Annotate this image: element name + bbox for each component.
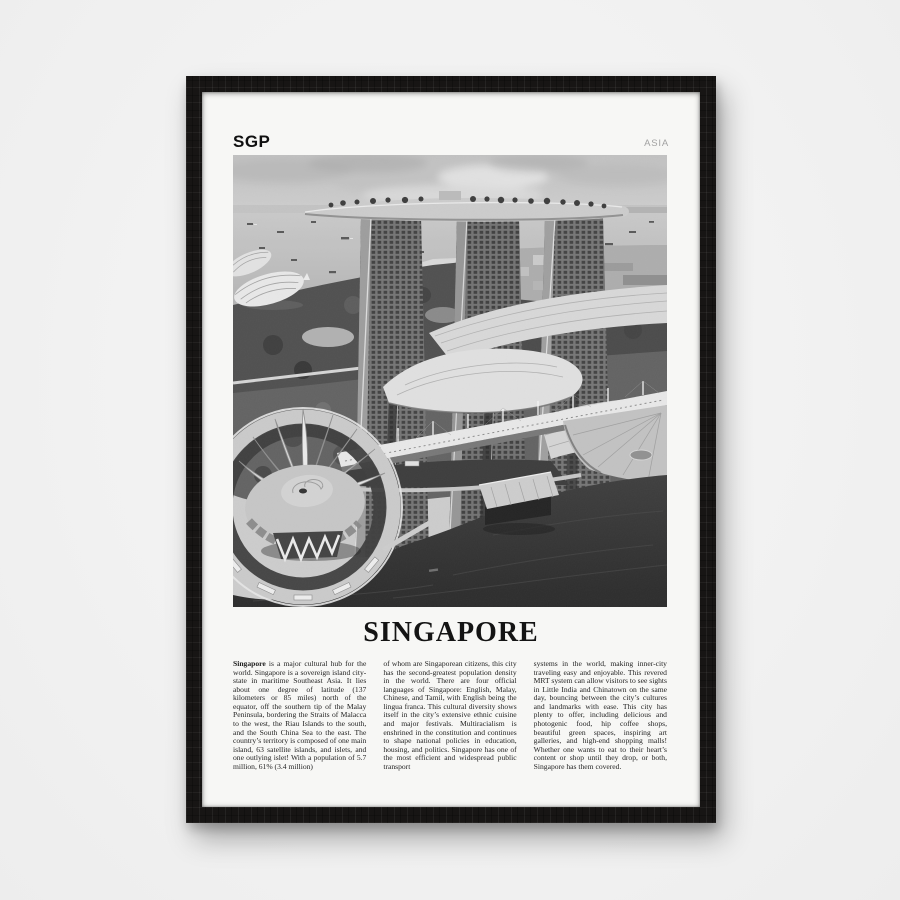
article-column-3: systems in the world, making inner-city traveling easy and enjoyable. This revered MRT system can allow visitors to see sights in Little India and Chinatown on the same day, bouncing between the city’s cultures and landmarks with ease. This city has plenty to offer, including delicious and photogenic food, hip coffee shops, beautiful green spaces, inspiring art galleries, and high-end shopping malls! Whether one wants to eat to their heart’s content or shop until they drop, or both, Singapore has them covered. bbox=[533, 659, 667, 771]
poster-article bbox=[233, 660, 667, 772]
article-column-1: Singapore is a major cultural hub for the world. Singapore is a sovereign island city-state in maritime Southeast Asia. It lies about one degree of latitude (137 kilometers or 85 miles) north of the equator, off the southern tip of the Malay Peninsula, bordering the Straits of Malacca to the west, the Riau Islands to the south, and the South China Sea to the east. The country’s territory is composed of one main island, 63 satellite islands, and islets, and one outlying islet! With a population of 5.7 million, 61% (3.4 million) bbox=[233, 659, 367, 771]
region-label: ASIA bbox=[644, 137, 669, 149]
article-column-2: of whom are Singaporean citizens, this city has the second-greatest population density in the world. There are four official languages of Singapore: English, Malay, Chinese, and Tamil, with English being the lingua franca. This cultural diversity shows itself in the city’s extensive ethnic cuisine and major festivals. Multiracialism is enshrined in the constitution and continues to shape national policies in education, housing, and politics. Singapore has one of the most efficient and widespread public transport bbox=[383, 659, 517, 771]
article-lead-word: Singapore bbox=[233, 659, 266, 668]
poster-title: SINGAPORE bbox=[363, 617, 539, 648]
picture-frame bbox=[186, 76, 716, 823]
poster-header bbox=[233, 130, 669, 150]
poster-photo bbox=[233, 155, 667, 607]
singapore-aerial-photo-illustration bbox=[233, 155, 667, 607]
country-code-label: SGP bbox=[233, 132, 271, 151]
poster-mat bbox=[202, 92, 700, 807]
